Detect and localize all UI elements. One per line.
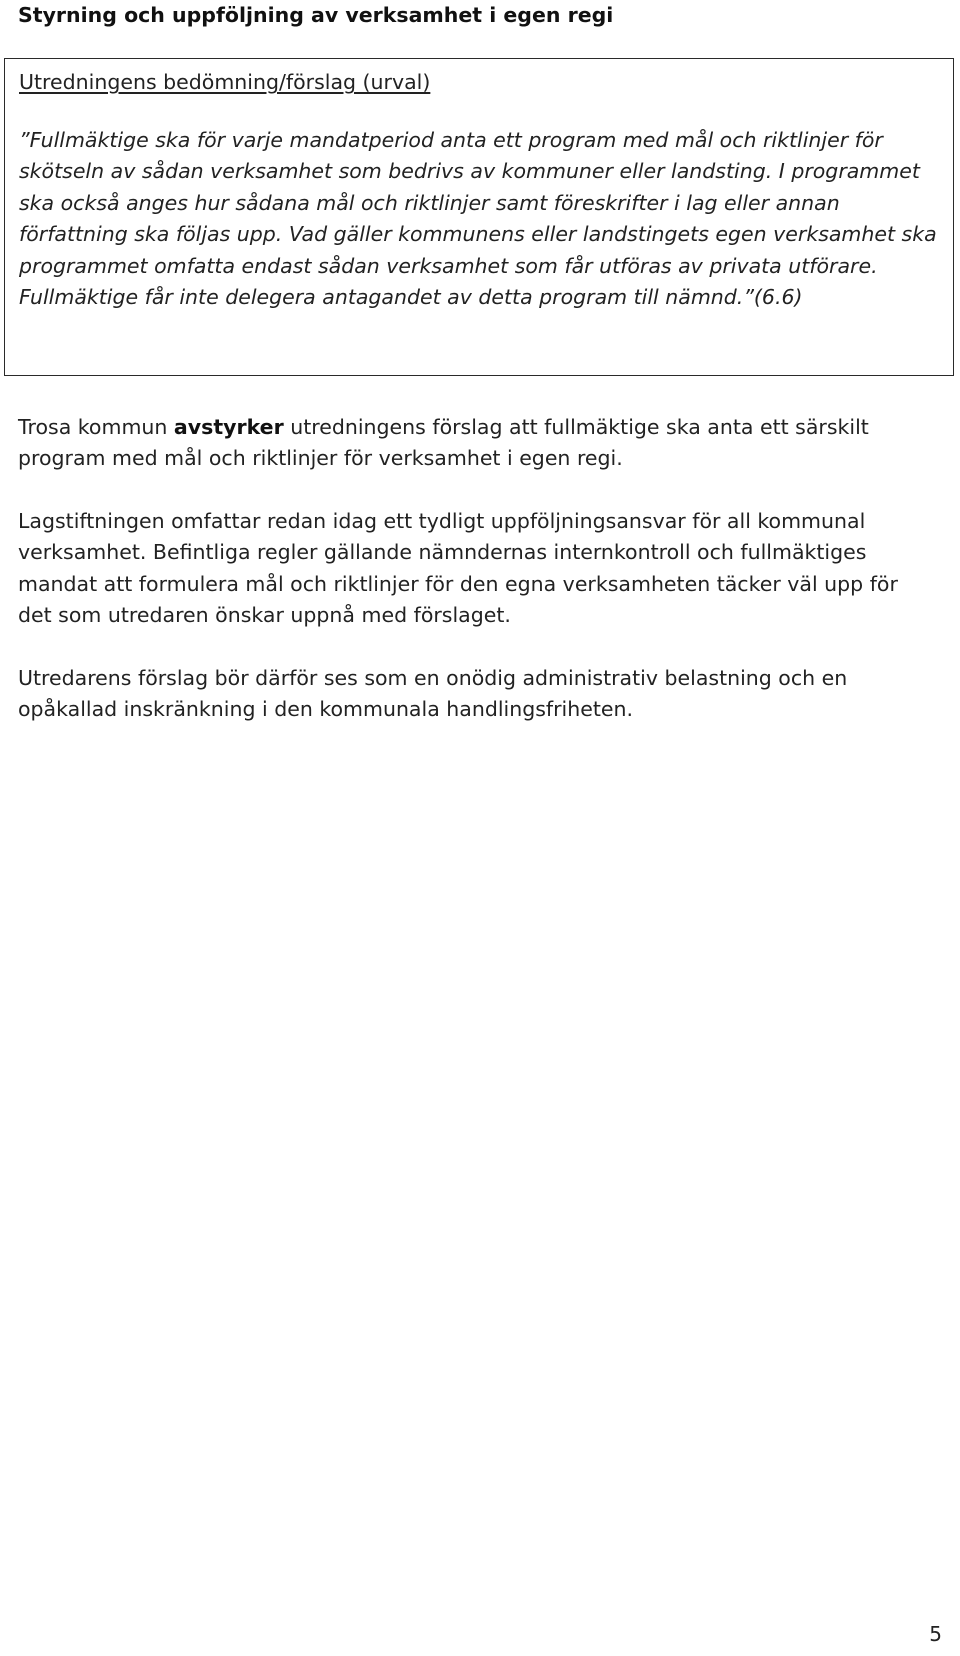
paragraph-position-rest: utredningens förslag att fullmäktige ska anta ett särskilt program med mål och riktlinjer för verksamhet i egen regi.	[18, 415, 869, 471]
paragraph-conclusion: Utredarens förslag bör därför ses som en onödig administrativ belastning och en opåkallad inskränkning i den kommunala handlingsfriheten.	[18, 666, 848, 722]
proposal-quote: ”Fullmäktige ska för varje mandatperiod anta ett program med mål och riktlinjer för skötseln av sådan verksamhet som bedrivs av kommuner eller landsting. I programmet ska också anges hur sådana mål och riktlinjer samt föreskrifter i lag eller annan författning ska följas upp. Vad gäller kommunens eller landstingets egen verksamhet ska programmet omfatta endast sådan verksamhet som får utföras av privata utförare. Fullmäktige får inte delegera antagandet av detta program till nämnd.”(6.6)	[19, 128, 937, 310]
page-number: 5	[929, 1622, 942, 1646]
paragraph-position	[18, 412, 938, 475]
proposal-box	[4, 58, 954, 376]
proposal-heading: Utredningens bedömning/förslag (urval)	[19, 70, 431, 94]
page-title: Styrning och uppföljning av verksamhet i egen regi	[18, 3, 614, 27]
paragraph-legislation: Lagstiftningen omfattar redan idag ett tydligt uppföljningsansvar för all kommunal verksamhet. Befintliga regler gällande nämndernas internkontroll och fullmäktiges mandat att formulera mål och riktlinjer för den egna verksamheten täcker väl upp för det som utredaren önskar uppnå med förslaget.	[18, 509, 898, 628]
paragraph-position-lead: Trosa kommun	[18, 415, 174, 439]
paragraph-position-emphasis: avstyrker	[173, 415, 284, 439]
